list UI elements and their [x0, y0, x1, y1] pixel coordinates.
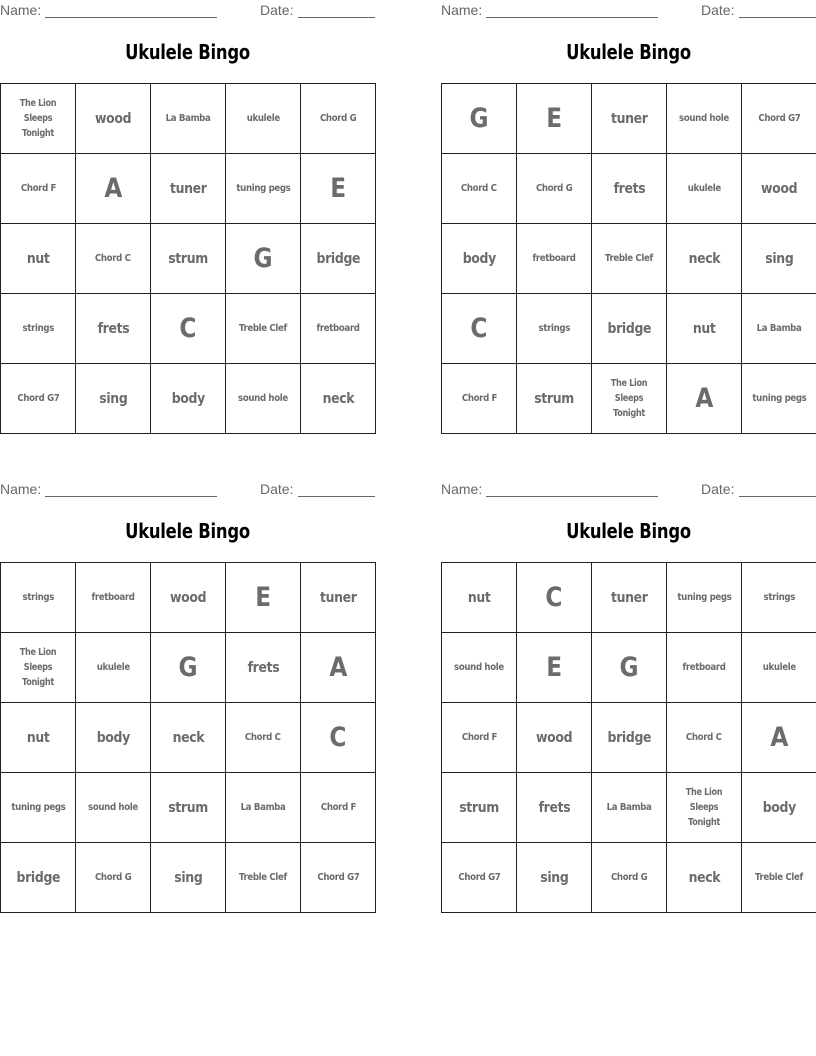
bingo-cell-text: sound hole [679, 113, 729, 124]
bingo-cell [151, 364, 226, 434]
bingo-cell [301, 843, 376, 913]
bingo-cell [742, 563, 816, 633]
bingo-row [442, 154, 816, 224]
bingo-cell-text: bridge [316, 250, 360, 267]
bingo-cell-text: tuning pegs [676, 592, 732, 603]
bingo-cell-text: C [545, 582, 563, 613]
bingo-row [442, 84, 816, 154]
bingo-cell [1, 843, 76, 913]
bingo-cell [76, 154, 151, 224]
bingo-cell-text: bridge [607, 729, 651, 746]
bingo-grid [441, 562, 816, 913]
bingo-cell [1, 364, 76, 434]
bingo-cell-text: Chord G [319, 113, 357, 124]
bingo-cell [592, 364, 667, 434]
bingo-cell [301, 224, 376, 294]
bingo-cell [742, 294, 816, 364]
bingo-cell-text: G [619, 652, 639, 683]
bingo-cell [226, 154, 301, 224]
bingo-cell-text: frets [613, 180, 645, 197]
card-title: Ukulele Bingo [125, 40, 250, 64]
bingo-row [442, 563, 816, 633]
bingo-cell [1, 154, 76, 224]
bingo-cell-text: Treble Clef [604, 253, 653, 264]
bingo-cell-text: E [255, 582, 271, 613]
bingo-cell [301, 154, 376, 224]
bingo-cell-text: frets [538, 799, 570, 816]
date-blank-line[interactable] [739, 496, 816, 497]
bingo-cell-text: C [470, 313, 488, 344]
bingo-cell [301, 364, 376, 434]
bingo-cell-text: frets [247, 659, 279, 676]
bingo-cell [442, 364, 517, 434]
bingo-cell [226, 84, 301, 154]
bingo-cell-text: G [469, 103, 489, 134]
bingo-cell [667, 773, 742, 843]
bingo-row [1, 294, 376, 364]
bingo-cell-text: A [770, 722, 788, 753]
name-label: Name: [0, 481, 42, 497]
bingo-cell [76, 224, 151, 294]
bingo-cell-text: The Lion Sleeps Tonight [19, 647, 57, 688]
name-label: Name: [441, 481, 483, 497]
bingo-cell-text: fretboard [532, 253, 576, 264]
bingo-cell-text: tuner [610, 110, 648, 127]
name-date-row [0, 2, 375, 20]
bingo-cell-text: tuner [610, 589, 648, 606]
bingo-cell-text: neck [688, 869, 720, 886]
bingo-cell-text: C [179, 313, 197, 344]
bingo-cell-text: fretboard [682, 662, 726, 673]
card-title: Ukulele Bingo [566, 40, 691, 64]
bingo-cell [667, 154, 742, 224]
bingo-cell-text: Chord C [686, 732, 722, 743]
bingo-cell [226, 773, 301, 843]
bingo-cell [226, 633, 301, 703]
bingo-cell-text: E [330, 173, 346, 204]
bingo-cell [517, 84, 592, 154]
bingo-cell-text: Chord F [20, 183, 56, 194]
bingo-card [0, 479, 375, 911]
bingo-cell [667, 224, 742, 294]
bingo-cell [226, 703, 301, 773]
bingo-cell [742, 224, 816, 294]
bingo-cell [301, 773, 376, 843]
bingo-row [1, 633, 376, 703]
bingo-cell [517, 773, 592, 843]
bingo-grid [0, 83, 376, 434]
bingo-cell [226, 563, 301, 633]
bingo-cell-text: strum [534, 390, 574, 407]
bingo-cell-text: strings [22, 323, 54, 334]
bingo-cell-text: sing [539, 869, 569, 886]
bingo-grid [0, 562, 376, 913]
name-blank-line[interactable] [45, 17, 217, 18]
bingo-cell-text: nut [467, 589, 491, 606]
bingo-cell-text: Treble Clef [238, 323, 287, 334]
name-label: Name: [441, 2, 483, 18]
bingo-cell-text: ukulele [762, 662, 796, 673]
bingo-cell [517, 224, 592, 294]
bingo-cell [667, 84, 742, 154]
bingo-cell [1, 633, 76, 703]
bingo-cell [1, 703, 76, 773]
bingo-cell-text: tuner [169, 180, 207, 197]
bingo-cell-text: Chord C [245, 732, 281, 743]
bingo-cell [442, 703, 517, 773]
bingo-cell-text: sound hole [238, 393, 288, 404]
bingo-cell [76, 703, 151, 773]
bingo-cell-text: Chord G7 [16, 393, 60, 404]
bingo-cell-text: Chord G [94, 872, 132, 883]
bingo-cell-text: nut [26, 729, 50, 746]
bingo-cell [592, 633, 667, 703]
bingo-cell-text: Chord F [320, 802, 356, 813]
bingo-cell-text: G [253, 243, 273, 274]
bingo-cell [442, 773, 517, 843]
bingo-cell [1, 773, 76, 843]
bingo-cell [442, 843, 517, 913]
bingo-cell [517, 563, 592, 633]
bingo-cell-text: tuning pegs [751, 393, 807, 404]
bingo-cell-text: wood [169, 589, 207, 606]
bingo-cell-text: strum [168, 799, 208, 816]
bingo-cell-text: wood [94, 110, 132, 127]
bingo-cell [226, 224, 301, 294]
bingo-cell-text: strum [168, 250, 208, 267]
bingo-cell-text: Chord F [461, 732, 497, 743]
bingo-cell [76, 843, 151, 913]
bingo-cell-text: La Bamba [606, 802, 652, 813]
bingo-cell [742, 843, 816, 913]
bingo-cell-text: body [96, 729, 130, 746]
bingo-cell-text: strings [538, 323, 570, 334]
date-label: Date: [260, 2, 294, 18]
bingo-cell-text: sing [173, 869, 203, 886]
bingo-cell [592, 224, 667, 294]
bingo-cell-text: Chord G7 [316, 872, 360, 883]
bingo-cell [442, 633, 517, 703]
bingo-cell [442, 563, 517, 633]
bingo-cell-text: The Lion Sleeps Tonight [19, 98, 57, 139]
bingo-cell [667, 633, 742, 703]
bingo-cell [517, 154, 592, 224]
bingo-cell [151, 563, 226, 633]
date-blank-line[interactable] [298, 17, 375, 18]
bingo-cell [592, 294, 667, 364]
bingo-cell-text: La Bamba [756, 323, 802, 334]
bingo-cell-text: sound hole [454, 662, 504, 673]
bingo-cell-text: E [546, 652, 562, 683]
bingo-cell [76, 364, 151, 434]
bingo-card [441, 0, 816, 432]
bingo-cell-text: wood [760, 180, 798, 197]
bingo-cell-text: neck [322, 390, 354, 407]
bingo-cell [301, 294, 376, 364]
bingo-row [1, 773, 376, 843]
bingo-cell [151, 294, 226, 364]
date-label: Date: [701, 2, 735, 18]
bingo-cell [592, 563, 667, 633]
bingo-cell-text: La Bamba [240, 802, 286, 813]
bingo-cell-text: nut [26, 250, 50, 267]
bingo-cell [592, 84, 667, 154]
bingo-cell [151, 843, 226, 913]
date-label: Date: [701, 481, 735, 497]
name-date-row [441, 2, 816, 20]
bingo-cell-text: tuning pegs [10, 802, 66, 813]
bingo-cell [742, 703, 816, 773]
bingo-cell [301, 563, 376, 633]
bingo-cell-text: Chord C [95, 253, 131, 264]
bingo-cell [1, 563, 76, 633]
bingo-row [1, 84, 376, 154]
date-label: Date: [260, 481, 294, 497]
bingo-cell-text: A [329, 652, 347, 683]
bingo-cell [76, 563, 151, 633]
bingo-cell-text: strings [763, 592, 795, 603]
bingo-cell-text: strings [22, 592, 54, 603]
bingo-cell-text: sing [98, 390, 128, 407]
date-blank-line[interactable] [739, 17, 816, 18]
bingo-row [1, 364, 376, 434]
bingo-cell [517, 703, 592, 773]
bingo-cell-text: ukulele [687, 183, 721, 194]
bingo-cell [592, 154, 667, 224]
bingo-cell-text: Chord F [461, 393, 497, 404]
bingo-cell [1, 84, 76, 154]
bingo-cell-text: body [462, 250, 496, 267]
bingo-row [442, 773, 816, 843]
bingo-cell-text: nut [692, 320, 716, 337]
bingo-cell [667, 364, 742, 434]
bingo-cell-text: Treble Clef [238, 872, 287, 883]
bingo-cell-text: Treble Clef [754, 872, 803, 883]
bingo-cell-text: A [104, 173, 122, 204]
bingo-cell-text: tuning pegs [235, 183, 291, 194]
bingo-cell-text: bridge [607, 320, 651, 337]
bingo-cell-text: ukulele [96, 662, 130, 673]
bingo-card [0, 0, 375, 432]
bingo-cell-text: neck [172, 729, 204, 746]
bingo-card [441, 479, 816, 911]
bingo-cell-text: Chord G [610, 872, 648, 883]
name-blank-line[interactable] [486, 496, 658, 497]
bingo-cell [1, 224, 76, 294]
bingo-cell [742, 633, 816, 703]
bingo-cell [442, 84, 517, 154]
bingo-cell [442, 224, 517, 294]
bingo-cell [76, 633, 151, 703]
bingo-cell-text: fretboard [316, 323, 360, 334]
bingo-cell-text: ukulele [246, 113, 280, 124]
bingo-row [442, 703, 816, 773]
bingo-row [1, 703, 376, 773]
bingo-cell-text: sound hole [88, 802, 138, 813]
bingo-cell-text: A [695, 383, 713, 414]
bingo-cell [517, 843, 592, 913]
bingo-cell [592, 843, 667, 913]
bingo-cell [517, 633, 592, 703]
bingo-cell [742, 84, 816, 154]
bingo-cell [151, 154, 226, 224]
bingo-cell [742, 364, 816, 434]
bingo-cell-text: fretboard [91, 592, 135, 603]
bingo-cell [517, 294, 592, 364]
bingo-cell [151, 84, 226, 154]
bingo-cell [592, 773, 667, 843]
bingo-cell [442, 294, 517, 364]
bingo-cell [667, 563, 742, 633]
bingo-cell-text: The Lion Sleeps Tonight [610, 378, 648, 419]
bingo-cell-text: sing [764, 250, 794, 267]
bingo-cell [226, 364, 301, 434]
bingo-row [442, 633, 816, 703]
bingo-row [1, 224, 376, 294]
bingo-cell [592, 703, 667, 773]
name-blank-line[interactable] [486, 17, 658, 18]
card-title: Ukulele Bingo [125, 519, 250, 543]
bingo-cell [301, 84, 376, 154]
bingo-cell [667, 294, 742, 364]
bingo-cell [76, 294, 151, 364]
bingo-cell-text: The Lion Sleeps Tonight [685, 787, 723, 828]
bingo-cell [301, 633, 376, 703]
bingo-row [1, 154, 376, 224]
bingo-cell [1, 294, 76, 364]
bingo-cell [301, 703, 376, 773]
bingo-row [442, 364, 816, 434]
bingo-cell-text: Chord C [461, 183, 497, 194]
bingo-cell [226, 294, 301, 364]
bingo-cell-text: Chord G7 [457, 872, 501, 883]
bingo-cell-text: La Bamba [165, 113, 211, 124]
bingo-cell [151, 633, 226, 703]
card-title: Ukulele Bingo [566, 519, 691, 543]
bingo-cell [76, 84, 151, 154]
name-date-row [0, 481, 375, 499]
bingo-cell [742, 773, 816, 843]
bingo-cell-text: tuner [319, 589, 357, 606]
name-label: Name: [0, 2, 42, 18]
bingo-cell [151, 773, 226, 843]
bingo-row [1, 563, 376, 633]
bingo-row [442, 224, 816, 294]
bingo-grid [441, 83, 816, 434]
bingo-cell-text: E [546, 103, 562, 134]
bingo-cell [151, 703, 226, 773]
bingo-cell [742, 154, 816, 224]
bingo-cell-text: body [171, 390, 205, 407]
bingo-cell-text: bridge [16, 869, 60, 886]
bingo-cell-text: frets [97, 320, 129, 337]
bingo-cell [442, 154, 517, 224]
bingo-row [442, 843, 816, 913]
bingo-cell [667, 703, 742, 773]
bingo-cell [76, 773, 151, 843]
date-blank-line[interactable] [298, 496, 375, 497]
bingo-cell-text: G [178, 652, 198, 683]
bingo-cell-text: neck [688, 250, 720, 267]
bingo-cell-text: Chord G [535, 183, 573, 194]
bingo-row [1, 843, 376, 913]
bingo-cell-text: Chord G7 [757, 113, 801, 124]
bingo-row [442, 294, 816, 364]
bingo-cell [226, 843, 301, 913]
bingo-cell [517, 364, 592, 434]
name-blank-line[interactable] [45, 496, 217, 497]
bingo-cell-text: C [329, 722, 347, 753]
bingo-cell [151, 224, 226, 294]
bingo-cell-text: wood [535, 729, 573, 746]
bingo-cell-text: strum [459, 799, 499, 816]
bingo-cell [667, 843, 742, 913]
name-date-row [441, 481, 816, 499]
bingo-cell-text: body [762, 799, 796, 816]
